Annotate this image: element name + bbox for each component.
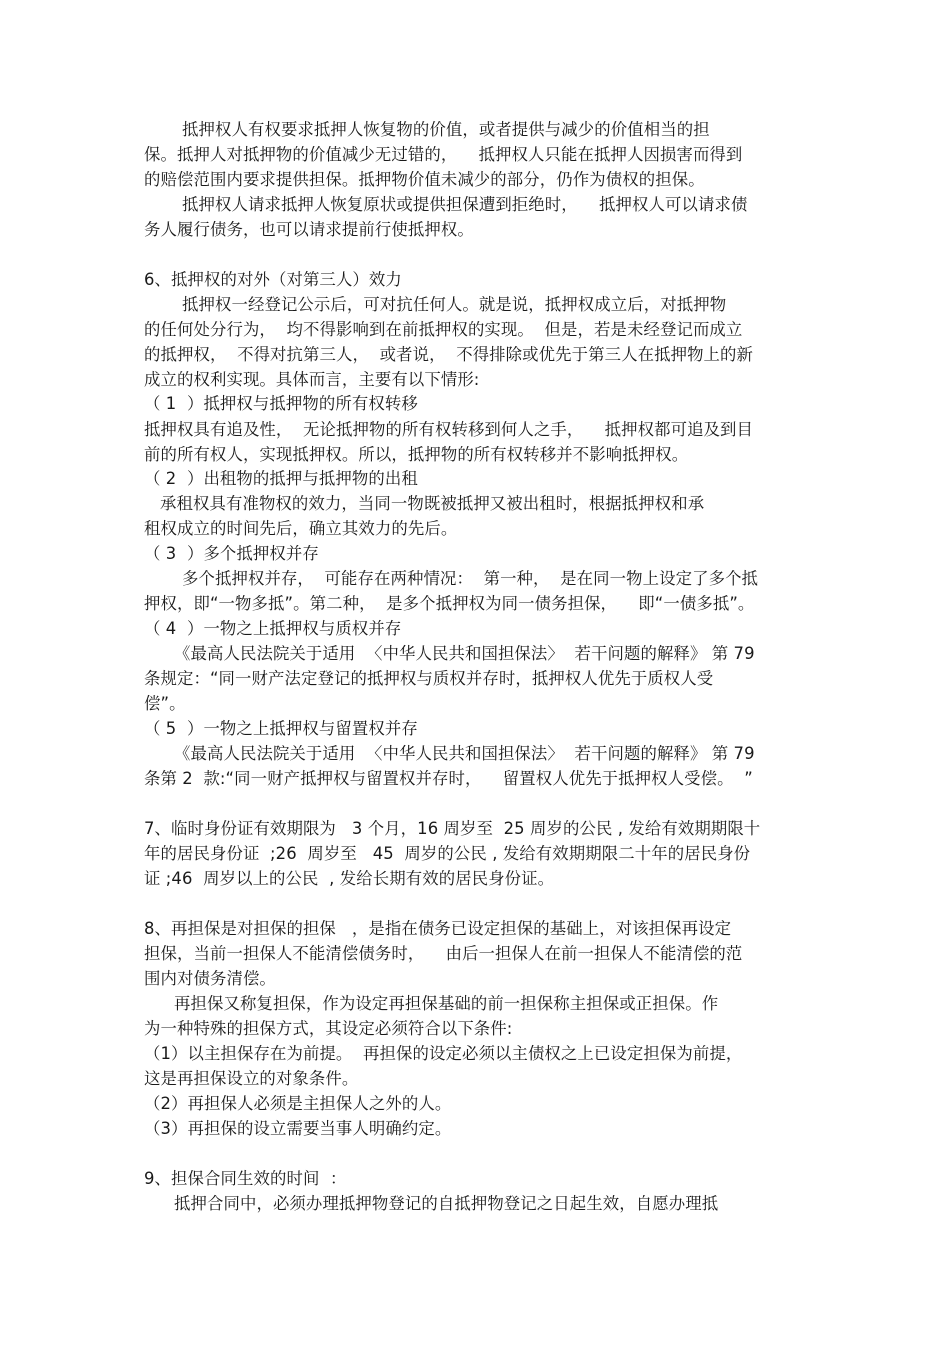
section-heading: 6、抵押权的对外（对第三人）效力 [144, 270, 402, 289]
paragraph-line: 抵押权人有权要求抵押人恢复物的价值，或者提供与减少的价值相当的担 [182, 120, 710, 139]
paragraph-line: 围内对债务清偿。 [144, 969, 276, 988]
subsection-heading: （ 2 ）出租物的抵押与抵押物的出租 [144, 469, 418, 488]
paragraph-line: 的赔偿范围内要求提供担保。抵押物价值未减少的部分，仍作为债权的担保。 [144, 170, 705, 189]
subsection-heading: （ 4 ）一物之上抵押权与质权并存 [144, 619, 402, 638]
paragraph-line: 偿”。 [144, 694, 186, 713]
paragraph-line: 抵押权人请求抵押人恢复原状或提供担保遭到拒绝时， 抵押权人可以请求债 [182, 195, 748, 214]
list-item: （2）再担保人必须是主担保人之外的人。 [144, 1094, 452, 1113]
paragraph-line: 的抵押权， 不得对抗第三人， 或者说， 不得排除或优先于第三人在抵押物上的新 [144, 345, 754, 364]
paragraph-line: 多个抵押权并存， 可能存在两种情况： 第一种， 是在同一物上设定了多个抵 [182, 569, 759, 588]
section-heading: 8、再担保是对担保的担保 ，是指在债务已设定担保的基础上，对该担保再设定 [144, 919, 732, 938]
paragraph-line: 这是再担保设立的对象条件。 [144, 1069, 359, 1088]
paragraph-line: 保。抵押人对抵押物的价值减少无过错的， 抵押权人只能在抵押人因损害而得到 [144, 145, 743, 164]
section-heading: 9、担保合同生效的时间 ： [144, 1169, 347, 1188]
paragraph-line: 年的居民身份证 ;26 周岁至 45 周岁的公民 , 发给有效期期限二十年的居民身份 [144, 844, 751, 863]
list-item: （1）以主担保存在为前提。 再担保的设定必须以主债权之上已设定担保为前提， [144, 1044, 743, 1063]
subsection-heading: （ 1 ）抵押权与抵押物的所有权转移 [144, 394, 418, 413]
paragraph-line: 《最高人民法院关于适用 〈中华人民共和国担保法〉 若干问题的解释》 第 79 [174, 644, 755, 663]
paragraph-line: 抵押合同中，必须办理抵押物登记的自抵押物登记之日起生效，自愿办理抵 [174, 1194, 719, 1213]
list-item: （3）再担保的设立需要当事人明确约定。 [144, 1119, 452, 1138]
paragraph-line: 条第 2 款:“同一财产抵押权与留置权并存时， 留置权人优先于抵押权人受偿。 ” [144, 769, 753, 788]
paragraph-line: 前的所有权人，实现抵押权。所以，抵押物的所有权转移并不影响抵押权。 [144, 445, 689, 464]
paragraph-line: 承租权具有准物权的效力，当同一物既被抵押又被出租时，根据抵押权和承 [160, 494, 705, 513]
paragraph-line: 抵押权具有追及性， 无论抵押物的所有权转移到何人之手， 抵押权都可追及到目 [144, 420, 754, 439]
paragraph-line: 租权成立的时间先后，确立其效力的先后。 [144, 519, 458, 538]
paragraph-line: 的任何处分行为， 均不得影响到在前抵押权的实现。 但是，若是未经登记而成立 [144, 320, 743, 339]
subsection-heading: （ 5 ）一物之上抵押权与留置权并存 [144, 719, 418, 738]
paragraph-line: 担保，当前一担保人不能清偿债务时， 由后一担保人在前一担保人不能清偿的范 [144, 944, 743, 963]
paragraph-line: 再担保又称复担保，作为设定再担保基础的前一担保称主担保或正担保。作 [174, 994, 719, 1013]
paragraph-line: 成立的权利实现。具体而言，主要有以下情形: [144, 370, 480, 389]
paragraph-line: 证 ;46 周岁以上的公民 , 发给长期有效的居民身份证。 [144, 869, 555, 888]
paragraph-line: 条规定：“同一财产法定登记的抵押权与质权并存时，抵押权人优先于质权人受 [144, 669, 714, 688]
paragraph-line: 押权，即“一物多抵”。第二种， 是多个抵押权为同一债务担保， 即“一债多抵”。 [144, 594, 755, 613]
subsection-heading: （ 3 ）多个抵押权并存 [144, 544, 319, 563]
paragraph-line: 《最高人民法院关于适用 〈中华人民共和国担保法〉 若干问题的解释》 第 79 [174, 744, 755, 763]
paragraph-line: 务人履行债务，也可以请求提前行使抵押权。 [144, 220, 474, 239]
paragraph-line: 抵押权一经登记公示后，可对抗任何人。就是说，抵押权成立后，对抵押物 [182, 295, 727, 314]
paragraph-line: 为一种特殊的担保方式，其设定必须符合以下条件: [144, 1019, 513, 1038]
section-heading: 7、临时身份证有效期限为 3 个月，16 周岁至 25 周岁的公民 , 发给有效期期限十 [144, 819, 761, 838]
